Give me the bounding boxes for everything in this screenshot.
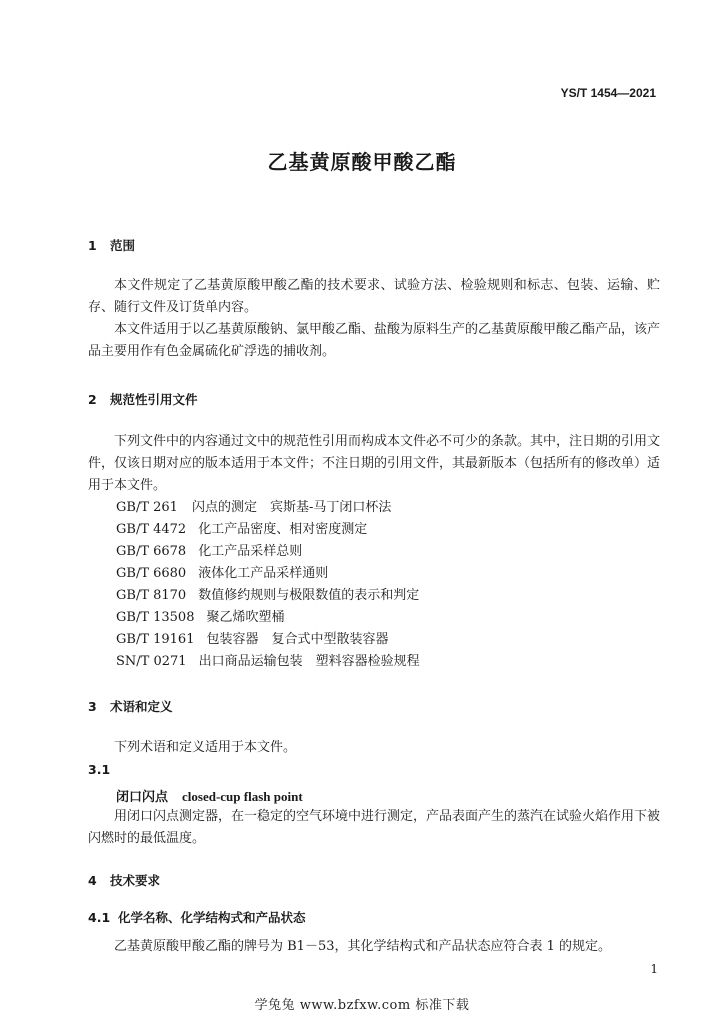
reference-code: GB/T 19161 xyxy=(116,632,195,647)
reference-name: 聚乙烯吹塑桶 xyxy=(206,610,285,625)
reference-name: 化工产品密度、相对密度测定 xyxy=(198,522,368,537)
subsection-4-1-text: 乙基黄原酸甲酸乙酯的牌号为 B1－53，其化学结构式和产品状态应符合表 1 的规定。 xyxy=(114,939,612,954)
standard-code: YS/T 1454—2021 xyxy=(560,86,656,100)
section-title: 术语和定义 xyxy=(110,699,173,714)
reference-code: GB/T 13508 xyxy=(116,610,195,625)
section-1-paragraph-2: 本文件适用于以乙基黄原酸钠、氯甲酸乙酯、盐酸为原料生产的乙基黄原酸甲酸乙酯产品，该产品主要用作有色金属硫化矿浮选的捕收剂。 xyxy=(88,322,661,359)
reference-item xyxy=(116,607,285,629)
section-title: 技术要求 xyxy=(110,873,161,888)
reference-code: GB/T 8170 xyxy=(116,588,187,603)
reference-code: GB/T 261 xyxy=(116,500,178,515)
reference-code: GB/T 4472 xyxy=(116,522,187,537)
reference-name: 液体化工产品采样通则 xyxy=(198,566,329,581)
reference-name: 化工产品采样总则 xyxy=(198,544,303,559)
section-3-heading xyxy=(88,697,173,715)
reference-name: 出口商品运输包装 塑料容器检验规程 xyxy=(198,654,420,669)
subsection-number: 4.1 xyxy=(88,910,111,925)
page-number: 1 xyxy=(650,962,658,976)
term-heading xyxy=(116,786,303,805)
reference-code: SN/T 0271 xyxy=(116,654,187,669)
section-number: 1 xyxy=(88,238,97,253)
subsection-title: 化学名称、化学结构式和产品状态 xyxy=(118,910,306,925)
section-number: 3 xyxy=(88,699,97,714)
section-number: 2 xyxy=(88,392,97,407)
section-4-heading xyxy=(88,871,160,889)
reference-item xyxy=(116,563,328,585)
section-number: 4 xyxy=(88,873,97,888)
term-english: closed-cup flash point xyxy=(182,789,303,804)
subsection-4-1-heading xyxy=(88,908,306,926)
section-1-paragraph-1: 本文件规定了乙基黄原酸甲酸乙酯的技术要求、试验方法、检验规则和标志、包装、运输、贮存、随行文件及订货单内容。 xyxy=(88,278,660,315)
reference-item xyxy=(116,651,420,673)
reference-item xyxy=(116,519,367,541)
section-title: 范围 xyxy=(110,238,136,253)
reference-code: GB/T 6678 xyxy=(116,544,187,559)
reference-name: 闪点的测定 宾斯基-马丁闭口杯法 xyxy=(192,500,392,515)
section-2-heading xyxy=(88,390,198,408)
reference-item xyxy=(116,629,389,651)
reference-item xyxy=(116,497,391,519)
section-title: 规范性引用文件 xyxy=(110,392,198,407)
reference-item xyxy=(116,585,419,607)
document-title: 乙基黄原酸甲酸乙酯 xyxy=(267,150,457,174)
footer-watermark: 学兔兔 www.bzfxw.com 标准下载 xyxy=(254,998,470,1013)
reference-item xyxy=(116,541,302,563)
section-3-intro: 下列术语和定义适用于本文件。 xyxy=(114,740,297,755)
term-number: 3.1 xyxy=(88,762,111,777)
reference-name: 数值修约规则与极限数值的表示和判定 xyxy=(198,588,420,603)
reference-name: 包装容器 复合式中型散装容器 xyxy=(206,632,389,647)
term-definition: 用闭口闪点测定器，在一稳定的空气环境中进行测定，产品表面产生的蒸汽在试验火焰作用下被闪燃时的最低温度。 xyxy=(88,809,661,846)
section-2-intro: 下列文件中的内容通过文中的规范性引用而构成本文件必不可少的条款。其中，注日期的引用文件，仅该日期对应的版本适用于本文件；不注日期的引用文件，其最新版本（包括所有的修改单）适用于本文件。 xyxy=(88,434,661,493)
term-chinese: 闭口闪点 xyxy=(116,790,169,805)
reference-code: GB/T 6680 xyxy=(116,566,187,581)
section-1-heading xyxy=(88,236,135,254)
